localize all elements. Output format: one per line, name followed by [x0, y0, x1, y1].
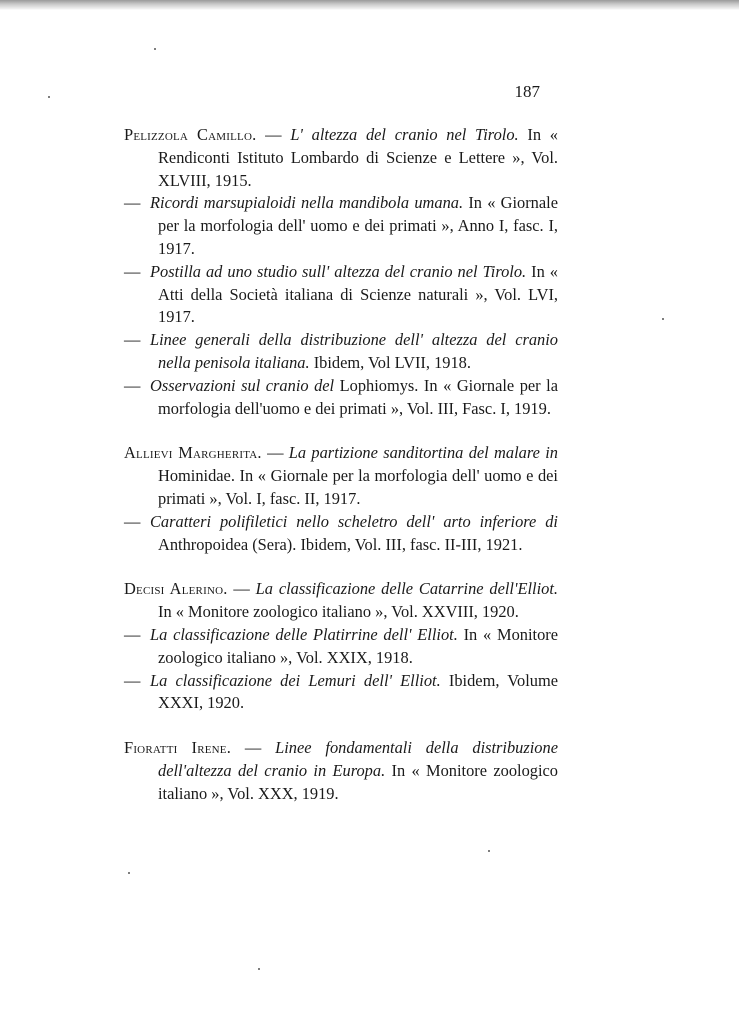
entry-dash: — — [233, 579, 250, 599]
work-source: In « Monitore zoologico italiano », Vol. XXX, 1919. — [158, 760, 558, 803]
work-title: Ricordi marsupialoidi nella mandibola umana. — [150, 193, 464, 213]
work-source: In « Rendiconti Istituto Lombardo di Scienze e Lettere », Vol. XLVIII, 1915. — [158, 125, 558, 190]
bibliography-entry — [124, 511, 558, 557]
work-source: In « Monitore zoologico italiano », Vol. XXIX, 1918. — [158, 624, 558, 667]
bibliography-list — [124, 124, 558, 828]
work-title: L' altezza del cranio nel Tirolo. — [290, 125, 519, 144]
entry-dash: — — [244, 738, 262, 758]
author-block — [124, 124, 558, 420]
author-name: Fioratti Irene. — [124, 738, 232, 758]
work-source: In « Atti della Società italiana di Scienze naturali », Vol. LVI, 1917. — [158, 261, 558, 327]
entry-dash: — — [124, 261, 141, 281]
work-title: Caratteri polifiletici nello scheletro dell' arto inferiore di — [150, 511, 558, 531]
bibliography-entry — [124, 124, 558, 192]
bibliography-entry — [124, 737, 558, 805]
work-title: Linee generali della distribuzione dell' altezza del cranio nella penisola italiana. — [150, 330, 558, 372]
work-source: Lophiomys. In « Giornale per la morfologia dell'uomo e dei primati », Vol. III, Fasc. I, 1919. — [158, 375, 558, 418]
bibliography-entry — [124, 442, 558, 510]
bibliography-entry — [124, 624, 558, 670]
entry-dash: — — [265, 125, 282, 144]
work-title: La classificazione delle Catarrine dell'Elliot. — [255, 579, 558, 599]
bibliography-entry — [124, 192, 558, 260]
work-title: La classificazione dei Lemuri dell' Elliot. — [150, 670, 441, 690]
work-source: Ibidem, Volume XXXI, 1920. — [158, 670, 558, 713]
work-source: Ibidem, Vol LVII, 1918. — [313, 352, 471, 372]
bibliography-entry — [124, 261, 558, 329]
author-block — [124, 578, 558, 715]
page-number: 187 — [514, 82, 540, 101]
scan-speck — [128, 872, 130, 874]
scan-speck — [258, 968, 260, 970]
bibliography-entry — [124, 578, 558, 624]
work-title: Postilla ad uno studio sull' altezza del cranio nel Tirolo. — [150, 261, 527, 281]
entry-dash: — — [124, 193, 141, 213]
author-name: Pelizzola Camillo. — [124, 125, 257, 144]
scan-speck — [48, 96, 50, 98]
author-name: Decisi Alerino. — [124, 579, 228, 599]
work-source: Anthropoidea (Sera). Ibidem, Vol. III, fasc. II-III, 1921. — [158, 534, 523, 554]
page-scan-edge — [0, 0, 739, 10]
work-title: La classificazione delle Platirrine dell' Elliot. — [150, 624, 458, 644]
entry-dash: — — [124, 624, 141, 644]
scan-speck — [154, 48, 156, 50]
entry-dash: — — [124, 511, 141, 531]
author-block — [124, 737, 558, 805]
bibliography-entry — [124, 329, 558, 375]
work-source: Hominidae. In « Giornale per la morfologia dell' uomo e dei primati », Vol. I, fasc. II, 1917. — [158, 466, 558, 508]
entry-dash: — — [124, 670, 141, 690]
entry-dash: — — [124, 330, 141, 350]
work-title: La partizione sanditortina del malare in — [288, 443, 558, 463]
bibliography-entry — [124, 375, 558, 421]
bibliography-entry — [124, 670, 558, 716]
scan-speck — [662, 318, 664, 320]
work-title: Linee fondamentali della distribuzione dell'altezza del cranio in Europa. — [158, 738, 558, 780]
author-block — [124, 442, 558, 556]
work-source: In « Giornale per la morfologia dell' uomo e dei primati », Anno I, fasc. I, 1917. — [158, 193, 558, 258]
work-title: Osservazioni sul cranio del — [150, 375, 335, 395]
entry-dash: — — [267, 443, 284, 463]
author-name: Allievi Margherita. — [124, 443, 262, 463]
work-source: In « Monitore zoologico italiano », Vol. XXVIII, 1920. — [158, 602, 519, 622]
scan-speck — [488, 850, 490, 852]
entry-dash: — — [124, 375, 141, 395]
